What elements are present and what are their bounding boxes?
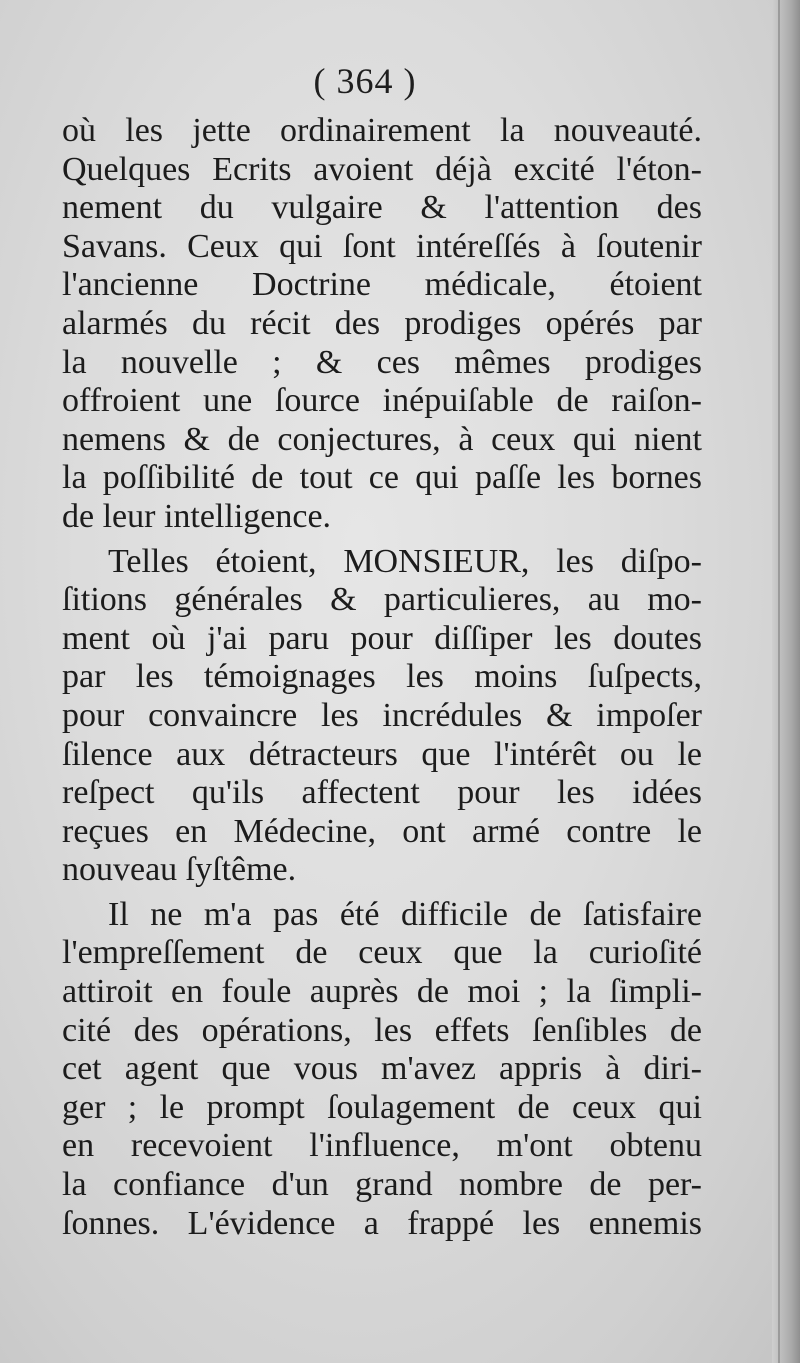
page-number: ( 364 ) [313,61,417,101]
text-line: par les témoignages les moins ſuſpects, [62,658,702,696]
text-line: Il ne m'a pas été difficile de ſatisfaire [108,895,702,933]
text-line: cet agent que vous m'avez appris à diri- [62,1050,702,1088]
text-line: nouveau ſyſtême. [62,851,297,889]
text-line: Quelques Ecrits avoient déjà excité l'éton- [62,150,702,188]
text-line: l'ancienne Doctrine médicale, étoient [62,266,702,304]
text-line: nemens & de conjectures, à ceux qui nient [62,420,702,458]
text-line: alarmés du récit des prodiges opérés par [62,304,702,342]
text-line: reſpect qu'ils affectent pour les idées [62,774,702,812]
text-line: Telles étoient, MONSIEUR, les diſpo- [108,542,702,580]
page-edge [772,0,800,1363]
text-line: de leur intelligence. [62,497,332,535]
text-line: en recevoient l'influence, m'ont obtenu [62,1127,702,1165]
text-line: la nouvelle ; & ces mêmes prodiges [62,343,702,381]
text-line: ſilence aux détracteurs que l'intérêt ou le [62,735,702,773]
text-line: où les jette ordinairement la nouveauté. [62,112,702,149]
text-line: la confiance d'un grand nombre de per- [62,1166,702,1204]
text-line: ſitions générales & particulieres, au mo- [62,581,702,619]
text-line: la poſſibilité de tout ce qui paſſe les bornes [62,459,702,497]
text-line: cité des opérations, les effets ſenſibles de [62,1011,702,1049]
text-line: ment où j'ai paru pour diſſiper les doutes [62,619,702,657]
text-line: Savans. Ceux qui ſont intéreſſés à ſoutenir [62,227,702,265]
text-line: l'empreſſement de ceux que la curioſité [62,934,702,972]
text-line: nement du vulgaire & l'attention des [62,189,702,227]
text-line: reçues en Médecine, ont armé contre le [62,812,702,850]
text-line: ger ; le prompt ſoulagement de ceux qui [62,1088,702,1126]
body-text [62,112,702,1243]
text-line: ſonnes. L'évidence a frappé les ennemis [62,1204,702,1242]
text-line: attiroit en foule auprès de moi ; la ſimpli- [62,973,702,1011]
text-line: pour convaincre les incrédules & impoſer [62,696,702,734]
text-line: offroient une ſource inépuiſable de raiſon- [62,382,702,420]
